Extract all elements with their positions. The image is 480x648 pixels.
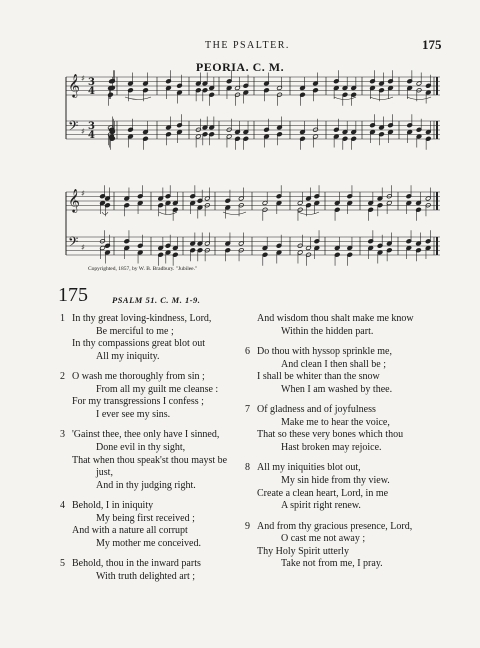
verse-line: My sin hide from thy view.	[281, 474, 390, 486]
verse-line: All my iniquity.	[96, 350, 160, 362]
tune-title: PEORIA. C. M.	[195, 60, 285, 74]
slur	[298, 212, 319, 215]
verse-line: O cast me not away ;	[281, 533, 366, 545]
copyright-notice: Copyrighted, 1857, by W. B. Bradbury. "Jubilee."	[88, 266, 198, 272]
verse-line: And with a nature all corrupt	[72, 525, 188, 537]
verse-line: Make me to hear the voice,	[281, 416, 390, 428]
verse-text: Behold, I in iniquity	[72, 500, 154, 512]
bass-clef-icon: 𝄢	[68, 234, 79, 253]
stanza	[60, 429, 246, 492]
psalm-number: 175	[58, 284, 88, 306]
verse-text: Behold, thou in the inward parts	[72, 558, 201, 570]
verse-line: I ever see my sins.	[96, 408, 171, 420]
verse-line	[245, 346, 445, 359]
stanza	[245, 404, 445, 454]
stanza-number: 6	[245, 345, 250, 357]
stanza	[60, 313, 246, 363]
verse-line: Done evil in thy sight,	[96, 441, 186, 453]
verse-line: Within the hidden part.	[281, 325, 374, 337]
verse-text: In thy great loving-kindness, Lord,	[72, 313, 212, 324]
verse-text: O wash me thoroughly from sin ;	[72, 371, 205, 383]
sharp-icon: ♯	[81, 243, 85, 252]
verse-text: And from thy gracious presence, Lord,	[257, 520, 413, 532]
verse-line: Be merciful to me ;	[96, 325, 174, 337]
verse-line: I shall be whiter than the snow	[257, 371, 380, 383]
slur	[223, 212, 246, 215]
stanza	[60, 558, 246, 583]
verse-text: 'Gainst thee, thee only have I sinned,	[72, 429, 220, 441]
slur	[125, 97, 151, 100]
verse-line	[245, 521, 445, 534]
stanza-number: 4	[60, 500, 65, 512]
stanza-number: 1	[60, 313, 65, 324]
verse-line: Thy Holy Spirit utterly	[257, 545, 349, 557]
verse-line: My mother me conceived.	[96, 537, 201, 549]
slur	[407, 97, 431, 100]
stanza-number: 9	[245, 520, 250, 532]
verse-line: When I am washed by thee.	[281, 383, 393, 395]
stanza-number: 8	[245, 462, 250, 474]
page-number: 175	[422, 37, 442, 52]
verse-line: just,	[96, 467, 113, 479]
verse-line: With truth delighted art ;	[96, 570, 196, 582]
verse-line: A spirit right renew.	[281, 500, 361, 512]
verse-line: And clean I then shall be ;	[281, 358, 386, 370]
stanza	[60, 371, 246, 421]
stanza	[245, 521, 445, 571]
verse-line: And in thy judging right.	[96, 479, 196, 491]
psalm-reference: PSALM 51. C. M. 1-9.	[112, 295, 201, 305]
sharp-icon: ♯	[81, 189, 85, 198]
stanza	[60, 500, 246, 550]
verse-line: From all my guilt me cleanse :	[96, 383, 219, 395]
sharp-icon: ♯	[81, 74, 85, 83]
stanza-number: 5	[60, 558, 65, 570]
verse-line	[60, 558, 246, 571]
verse-column-right	[245, 313, 445, 579]
verse-line: My being first received ;	[96, 512, 195, 524]
verse-line: Hast broken may rejoice.	[281, 441, 382, 453]
treble-clef-icon: 𝄞	[68, 188, 80, 212]
running-title: THE PSALTER.	[205, 40, 290, 51]
verse-line	[60, 371, 246, 384]
stanza	[245, 462, 445, 512]
slur	[370, 97, 393, 100]
verse-line: Take not from me, I pray.	[281, 558, 383, 570]
verse-line: Create a clean heart, Lord, in me	[257, 487, 389, 499]
slur	[334, 97, 356, 100]
verse-text: Of gladness and of joyfulness	[257, 404, 376, 416]
verse-line: And wisdom thou shalt make me know	[257, 313, 414, 324]
bass-clef-icon: 𝄢	[68, 118, 79, 137]
verse-text: All my iniquities blot out,	[257, 462, 361, 474]
treble-clef-icon: 𝄞	[68, 73, 80, 97]
music-score	[0, 0, 480, 270]
time-signature-denominator: 4	[88, 130, 95, 141]
verse-line	[60, 313, 246, 326]
verse-line	[60, 500, 246, 513]
time-signature-denominator: 4	[88, 86, 95, 97]
verse-line	[245, 404, 445, 417]
verse-line: In thy compassions great blot out	[72, 338, 206, 350]
verse-line: For my transgressions I confess ;	[72, 396, 204, 408]
verse-column-left	[60, 313, 246, 591]
time-signature-numerator: 3	[88, 121, 95, 132]
verse-line	[60, 429, 246, 442]
stanza-number: 2	[60, 371, 65, 383]
verse-line: That when thou speak'st thou mayst be	[72, 454, 228, 466]
verse-line: That so these very bones which thou	[257, 429, 404, 441]
music-system-2	[66, 185, 440, 266]
stanza-number: 7	[245, 404, 250, 416]
slur	[159, 212, 177, 215]
stanza	[245, 313, 445, 338]
verse-line	[245, 462, 445, 475]
verse-text: Do thou with hyssop sprinkle me,	[257, 345, 392, 357]
time-signature-numerator: 3	[88, 77, 95, 88]
stanza	[245, 346, 445, 396]
music-system-1	[66, 70, 440, 150]
sharp-icon: ♯	[81, 127, 85, 136]
stanza-number: 3	[60, 429, 65, 441]
